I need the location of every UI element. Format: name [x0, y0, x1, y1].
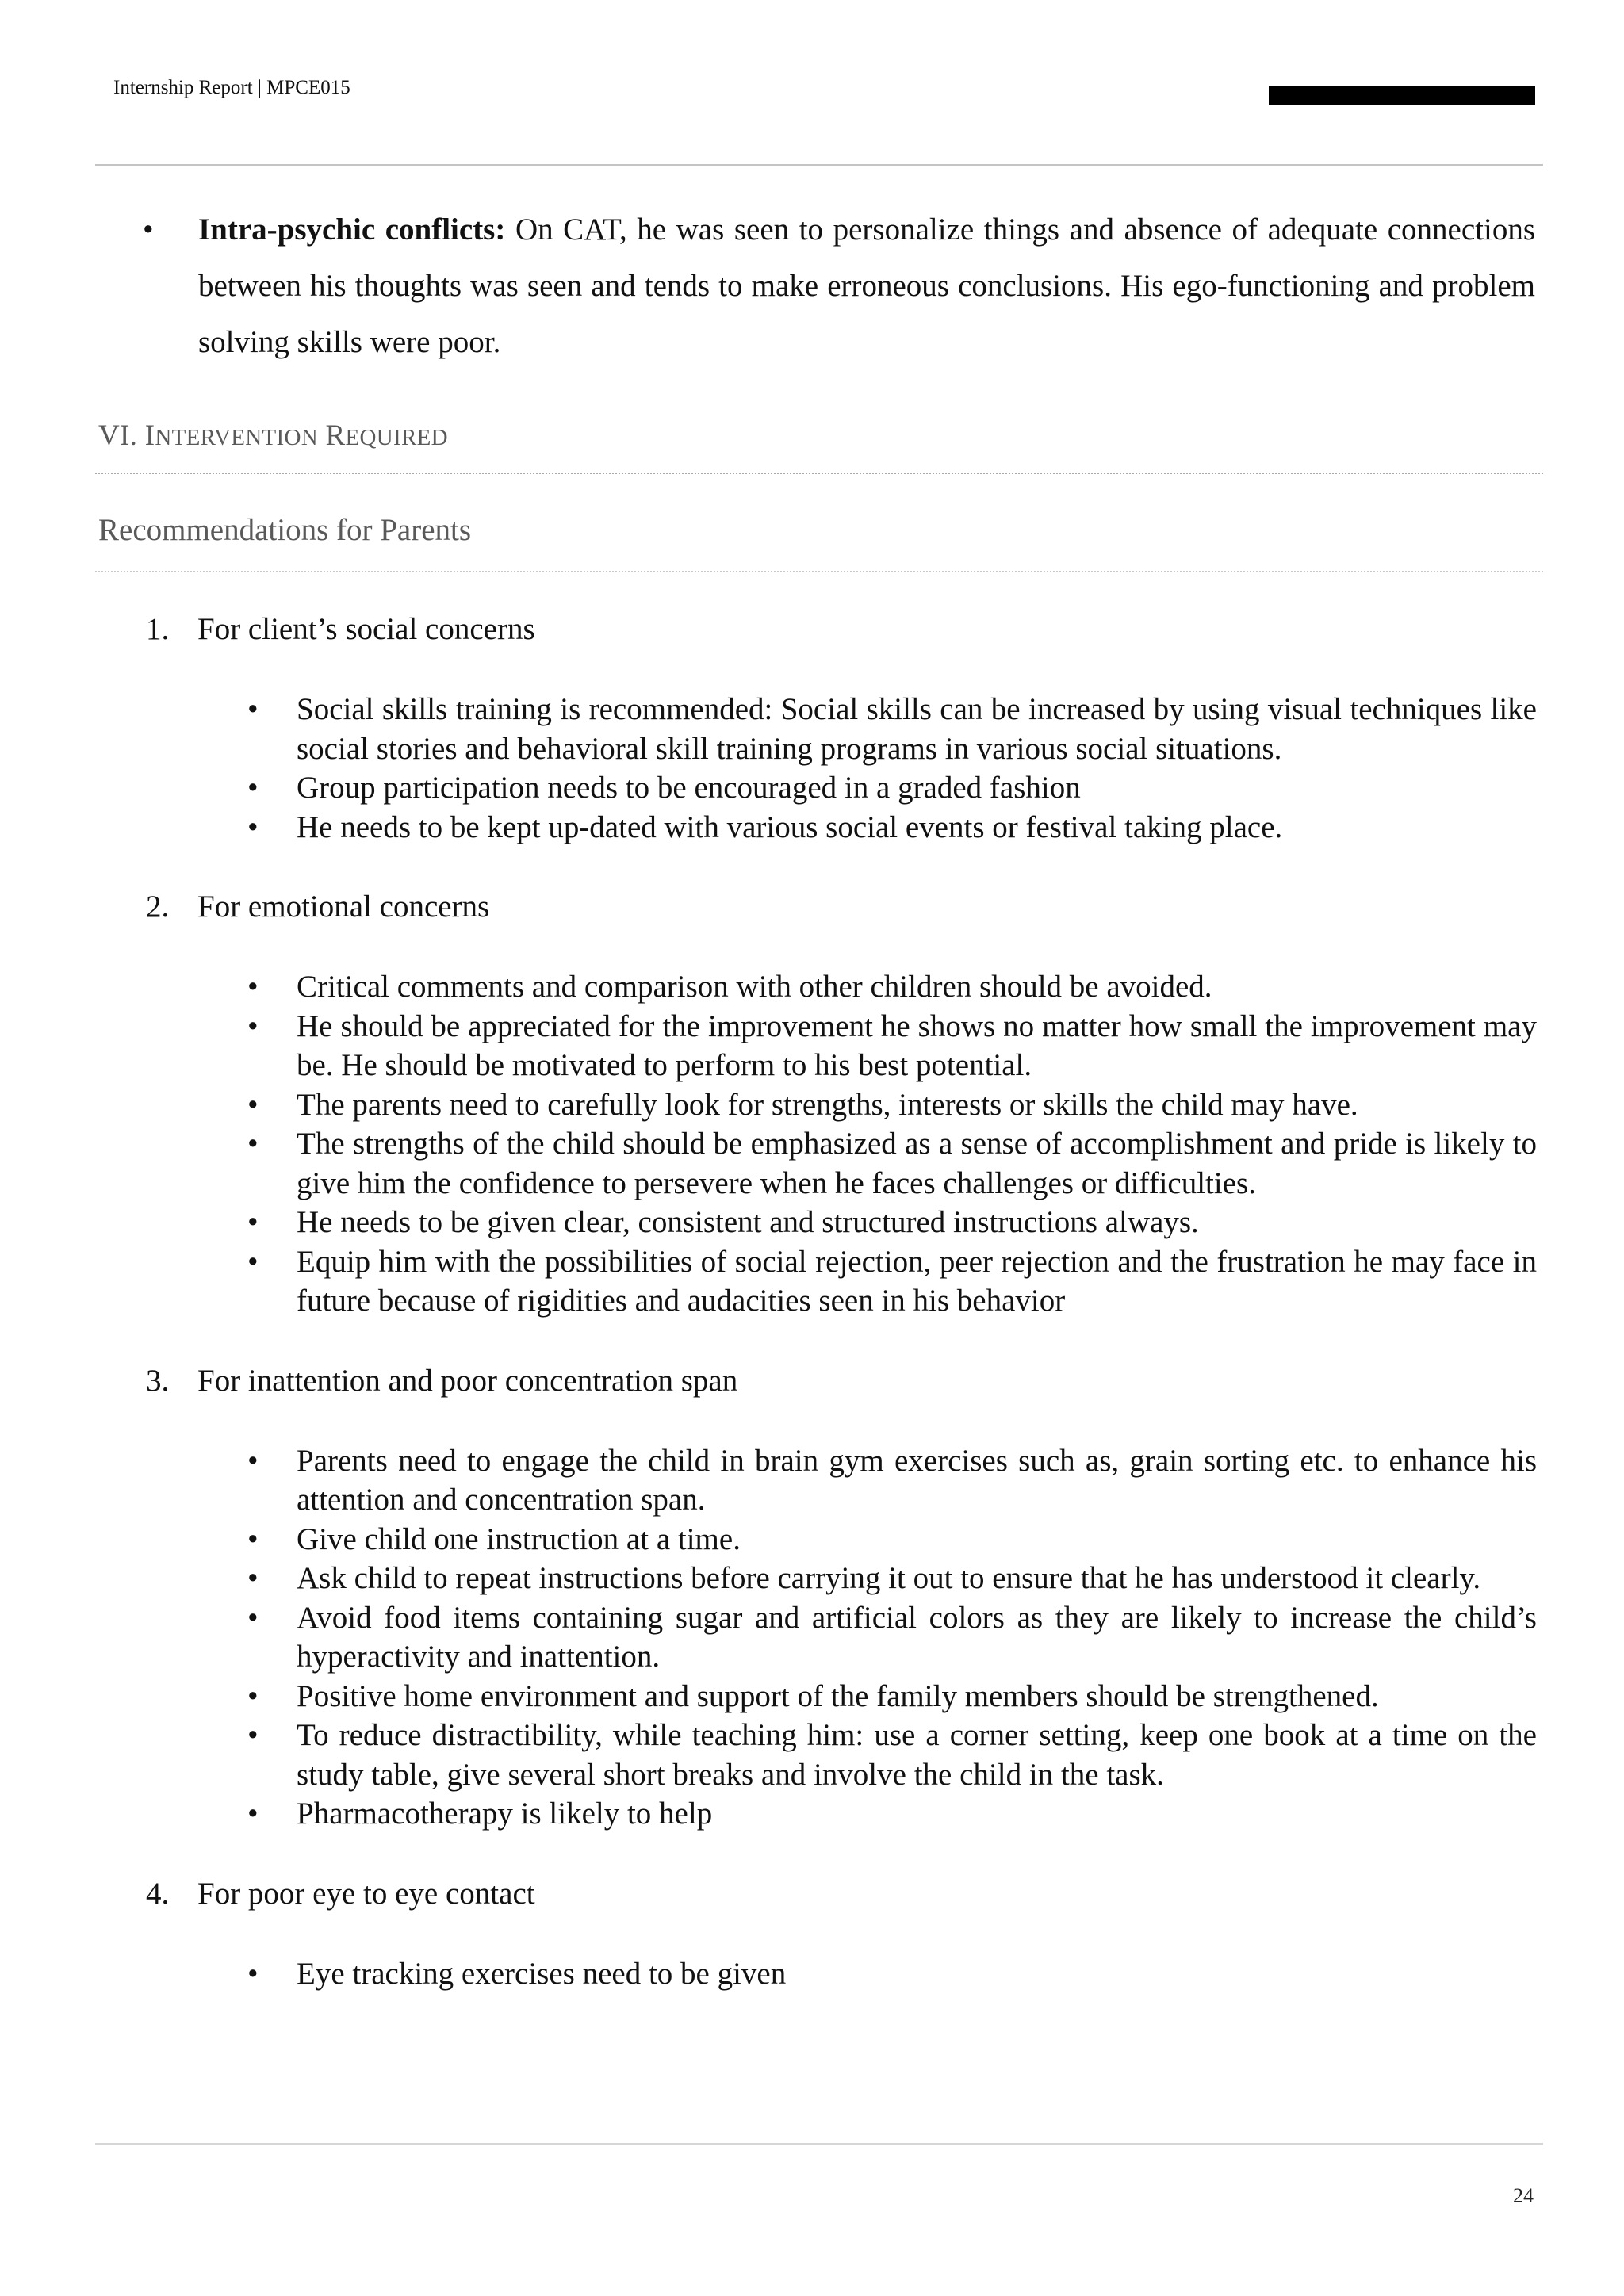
list-item-text: Positive home environment and support of the family members should be strengthened. — [297, 1678, 1379, 1713]
intro-label: Intra-psychic conflicts: — [198, 212, 506, 247]
list-item — [0, 1559, 1624, 1598]
heading-rest-1: NTERVENTION — [155, 425, 318, 450]
intro-text: On CAT, he was seen to personalize things and absence of adequate connections between his thoughts was seen and tends to make erroneous conclusions. His ego-functioning and problem solving skills were poor. — [198, 212, 1535, 359]
bullet-list — [0, 1441, 1624, 1834]
group-title: For client’s social concerns — [197, 612, 535, 646]
list-item — [0, 1085, 1624, 1125]
bullet-dot: • — [247, 1008, 259, 1043]
section-divider — [95, 473, 1543, 474]
list-item — [0, 1203, 1624, 1242]
group-number: 2. — [146, 890, 170, 924]
group-title: For emotional concerns — [197, 890, 490, 924]
bullet-dot: • — [247, 692, 259, 726]
list-item — [0, 967, 1624, 1007]
bullet-dot: • — [247, 1443, 259, 1478]
bullet-dot: • — [247, 771, 259, 805]
subheading: Recommendations for Parents — [98, 513, 472, 547]
list-item-text: The strengths of the child should be emphasized as a sense of accomplishment and pride is likely to give him the confidence to persevere when he faces challenges or difficulties. — [297, 1127, 1537, 1200]
list-item-text: Equip him with the possibilities of social rejection, peer rejection and the frustration he may face in future because of rigidities and audacities seen in his behavior — [297, 1244, 1537, 1318]
group-spacer — [0, 1321, 1624, 1361]
group-title: For inattention and poor concentration span — [197, 1363, 738, 1398]
bullet-list — [0, 1954, 1624, 1994]
bullet-dot: • — [247, 1127, 259, 1161]
bullet-dot: • — [247, 1205, 259, 1239]
intro-text-block — [198, 201, 1535, 370]
list-item — [0, 1007, 1624, 1085]
list-item-text: Group participation needs to be encouraged in a graded fashion — [297, 771, 1081, 805]
group-heading — [0, 610, 1624, 649]
list-item-text: Parents need to engage the child in brain gym exercises such as, grain sorting etc. to enhance his attention and concentration span. — [297, 1443, 1537, 1517]
list-item — [0, 768, 1624, 808]
bullet-dot: • — [143, 212, 154, 247]
bullet-dot: • — [247, 809, 259, 844]
recommendation-group — [0, 610, 1624, 887]
list-item-text: Ask child to repeat instructions before carrying it out to ensure that he has understood it clearly. — [297, 1561, 1481, 1595]
bullet-dot: • — [247, 1797, 259, 1831]
list-item — [0, 1124, 1624, 1203]
header-title: Internship Report | MPCE015 — [113, 77, 350, 98]
page-number: 24 — [1513, 2184, 1534, 2207]
group-number: 1. — [146, 612, 170, 646]
footer-divider — [95, 2143, 1543, 2145]
bullet-dot: • — [247, 1087, 259, 1122]
list-item — [0, 1794, 1624, 1834]
bullet-dot: • — [247, 1561, 259, 1595]
list-item-text: To reduce distractibility, while teaching him: use a corner setting, keep one book at a time on the study table, give several short breaks and involve the child in the task. — [297, 1718, 1537, 1792]
group-heading — [0, 1874, 1624, 1914]
bullet-list — [0, 967, 1624, 1321]
heading-cap-1: I — [144, 419, 155, 452]
bullet-dot: • — [247, 970, 259, 1004]
heading-rest-2: EQUIRED — [345, 425, 448, 450]
bullet-dot: • — [247, 1956, 259, 1991]
list-item-text: Avoid food items containing sugar and artificial colors as they are likely to increase the child’s hyperactivity and inattention. — [297, 1600, 1537, 1674]
group-heading — [0, 887, 1624, 927]
list-item — [0, 1441, 1624, 1520]
list-item — [0, 690, 1624, 768]
group-heading — [0, 1361, 1624, 1401]
bullet-list — [0, 690, 1624, 847]
group-number: 3. — [146, 1363, 170, 1398]
list-item — [0, 1242, 1624, 1321]
list-item — [0, 1520, 1624, 1559]
recommendation-group — [0, 1874, 1624, 1994]
list-item-text: He should be appreciated for the improvement he shows no matter how small the improvement may be. He should be motivated to perform to his best potential. — [297, 1008, 1537, 1082]
header-divider — [95, 164, 1543, 166]
list-item — [0, 808, 1624, 848]
bullet-dot: • — [247, 1718, 259, 1752]
group-number: 4. — [146, 1876, 170, 1911]
list-item-text: He needs to be given clear, consistent and structured instructions always. — [297, 1205, 1199, 1239]
heading-cap-2: R — [325, 419, 346, 452]
group-spacer — [0, 1834, 1624, 1874]
list-item-text: Social skills training is recommended: Social skills can be increased by using visual techniques like social stories and behavioral skill training programs in various social situations. — [297, 692, 1537, 766]
recommendation-group — [0, 1361, 1624, 1874]
list-item — [0, 1677, 1624, 1716]
section-heading — [98, 419, 448, 453]
list-item-text: Pharmacotherapy is likely to help — [297, 1797, 713, 1831]
list-item-text: The parents need to carefully look for strengths, interests or skills the child may have. — [297, 1087, 1358, 1122]
subheading-divider — [95, 571, 1543, 572]
intro-bullet — [143, 201, 1535, 370]
list-item-text: Critical comments and comparison with other children should be avoided. — [297, 970, 1212, 1004]
section-numeral: VI. — [98, 419, 138, 452]
recommendation-group — [0, 887, 1624, 1361]
group-spacer — [0, 847, 1624, 887]
bullet-dot: • — [247, 1678, 259, 1713]
recommendations-list — [0, 610, 1624, 1993]
bullet-dot: • — [247, 1600, 259, 1635]
bullet-dot: • — [247, 1521, 259, 1556]
list-item-text: Eye tracking exercises need to be given — [297, 1956, 787, 1991]
list-item — [0, 1598, 1624, 1677]
list-item — [0, 1716, 1624, 1794]
bullet-dot: • — [247, 1244, 259, 1279]
list-item-text: Give child one instruction at a time. — [297, 1521, 741, 1556]
group-title: For poor eye to eye contact — [197, 1876, 535, 1911]
list-item — [0, 1954, 1624, 1994]
header-redaction-bar — [1269, 86, 1535, 105]
list-item-text: He needs to be kept up-dated with various social events or festival taking place. — [297, 809, 1283, 844]
